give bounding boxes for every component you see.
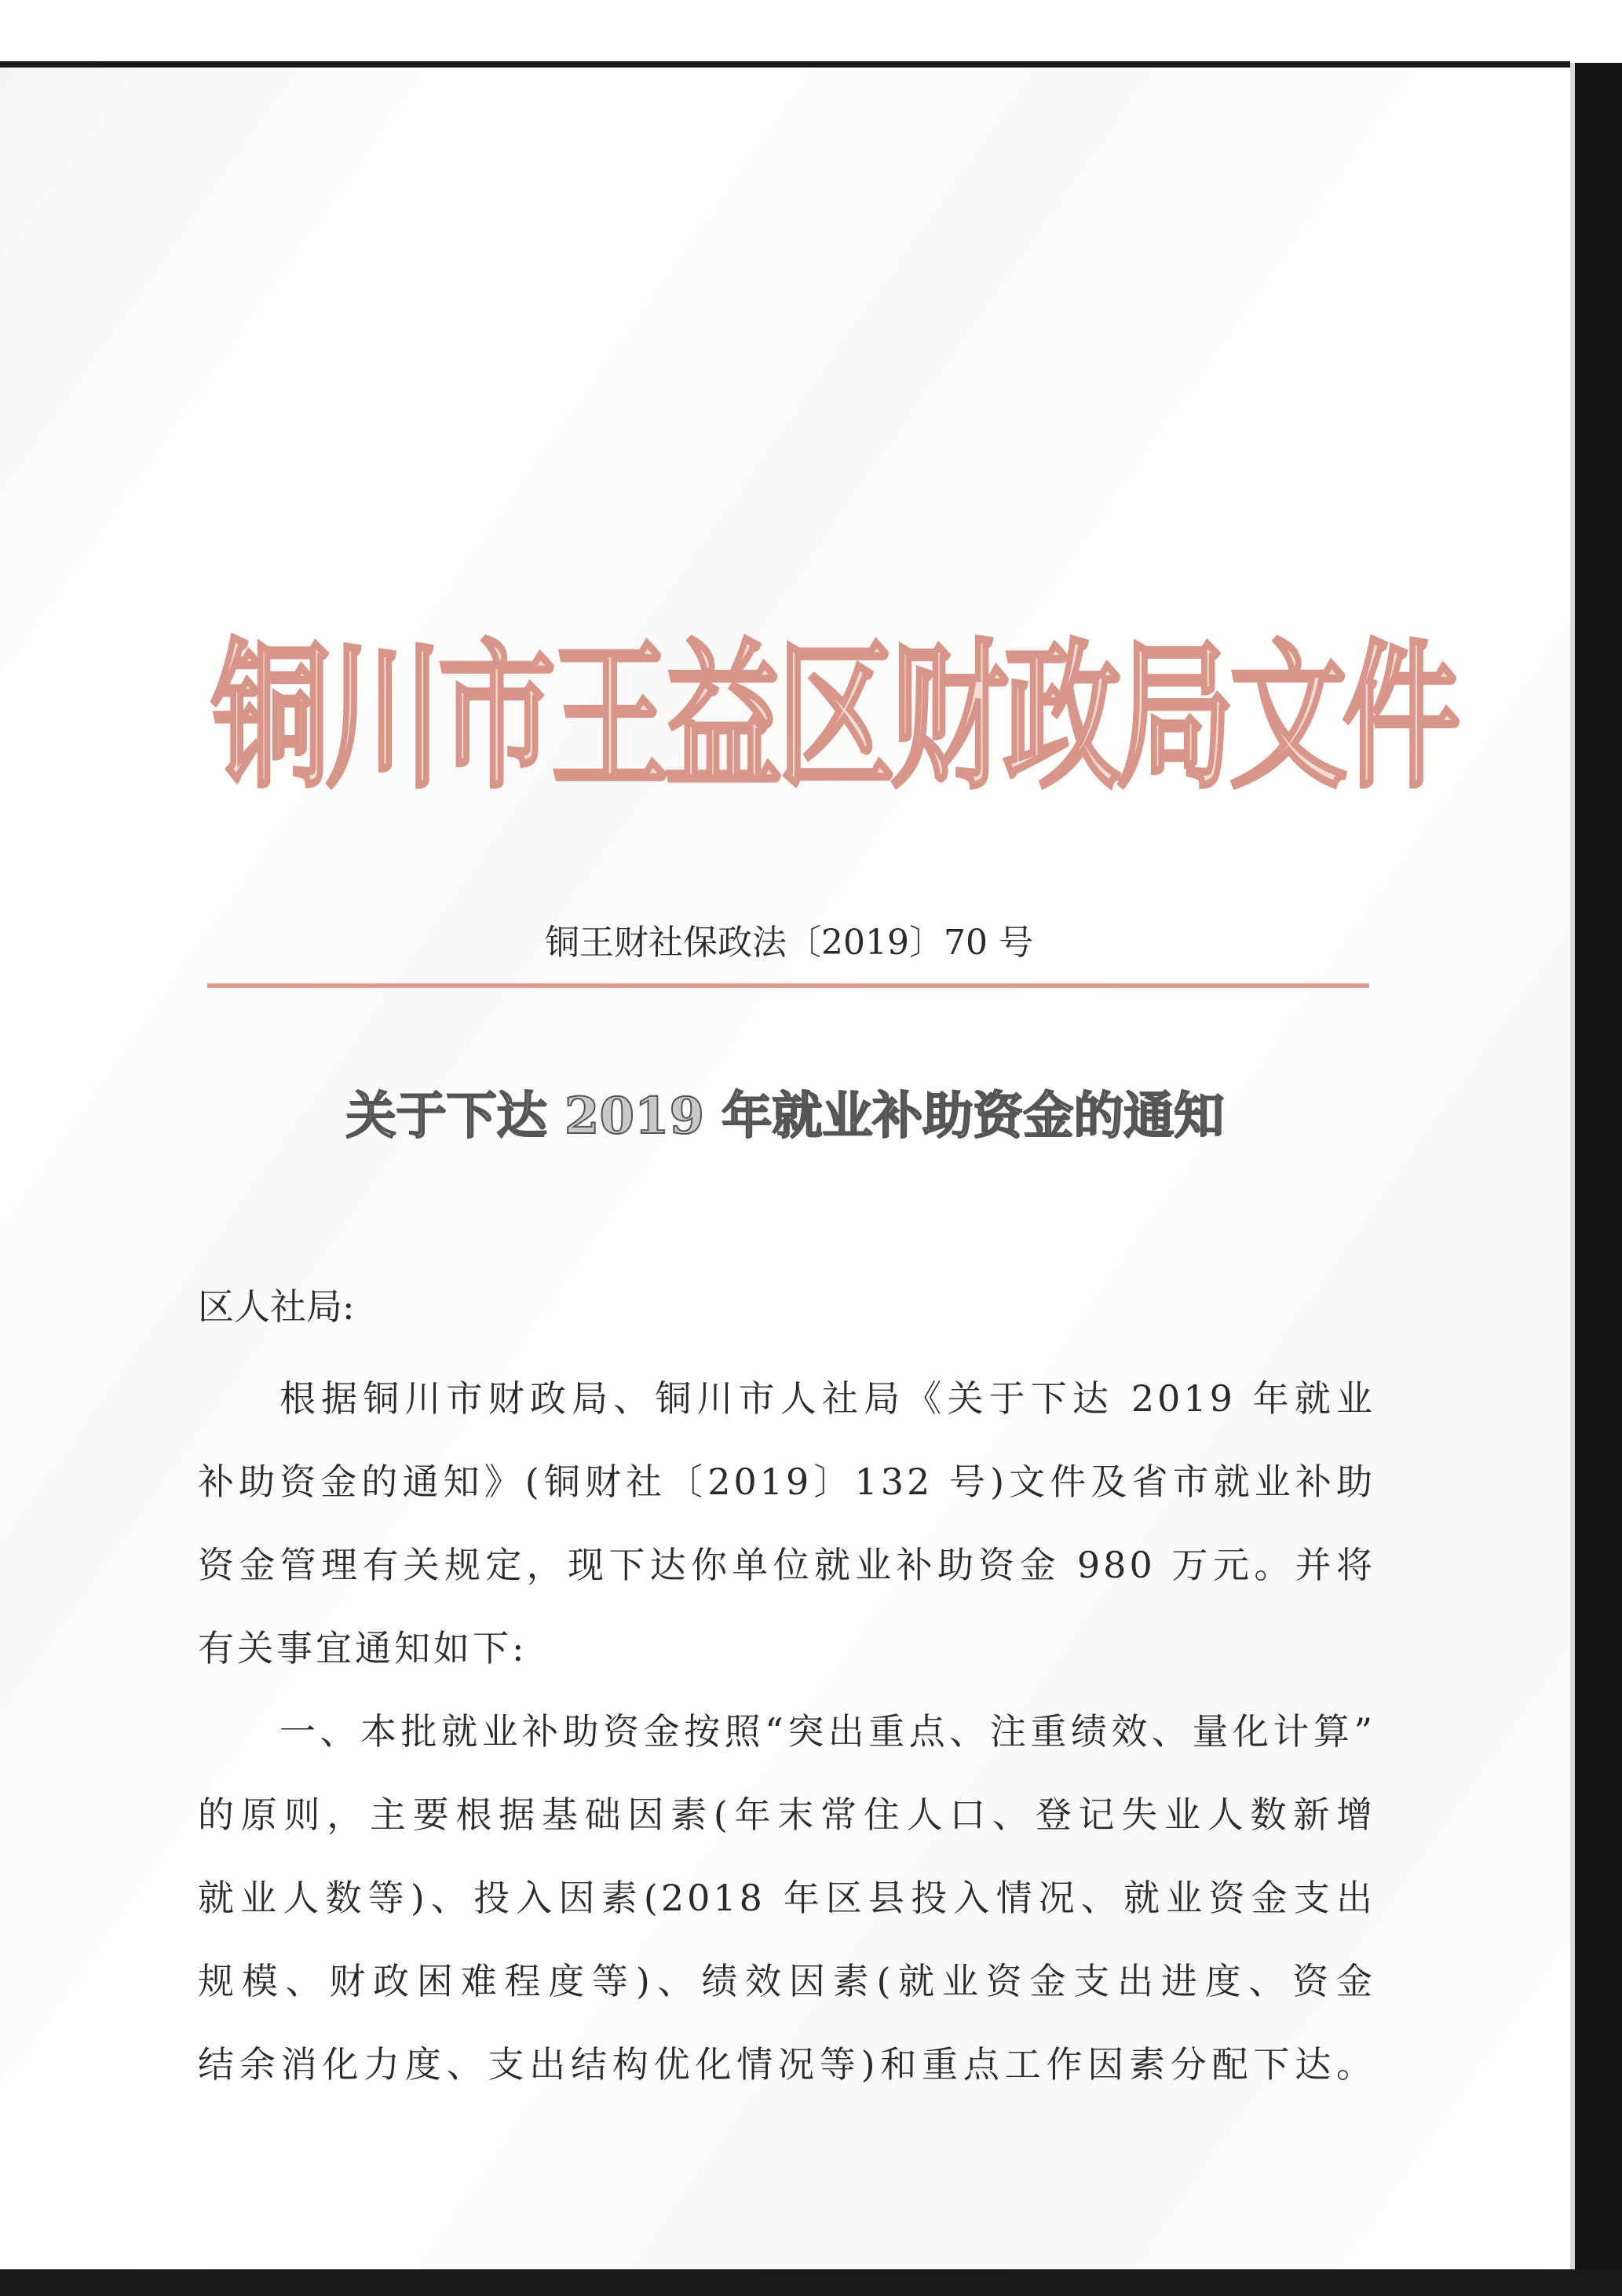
body-line: 就业人数等)、投入因素(2018 年区县投入情况、就业资金支出	[198, 1877, 1375, 1919]
body-line: 规模、财政困难程度等)、绩效因素(就业资金支出进度、资金	[198, 1960, 1375, 2002]
body-line: 有关事宜通知如下:	[198, 1627, 528, 1669]
scan-border-right	[1575, 63, 1622, 2296]
body-line: 的原则，主要根据基础因素(年末常住人口、登记失业人数新增	[198, 1793, 1375, 1836]
scan-border-top	[0, 61, 1570, 68]
red-separator-line	[207, 983, 1369, 988]
salutation: 区人社局:	[198, 1285, 355, 1328]
body-line: 一、本批就业补助资金按照“突出重点、注重绩效、量化计算”	[279, 1710, 1375, 1753]
issuing-authority-header: 铜川市王益区财政局文件	[212, 626, 1456, 811]
body-line: 根据铜川市财政局、铜川市人社局《关于下达 2019 年就业	[279, 1377, 1375, 1420]
document-number: 铜王财社保政法〔2019〕70 号	[545, 923, 1033, 963]
body-line: 资金管理有关规定，现下达你单位就业补助资金 980 万元。并将	[198, 1544, 1375, 1586]
body-text	[198, 1357, 1375, 2106]
document-title: 关于下达 2019 年就业补助资金的通知	[345, 1087, 1225, 1146]
scan-border-bottom	[0, 2269, 1622, 2296]
scan-margin-top	[0, 0, 1622, 63]
body-line: 补助资金的通知》(铜财社〔2019〕132 号)文件及省市就业补助	[198, 1461, 1375, 1503]
body-line: 结余消化力度、支出结构优化情况等)和重点工作因素分配下达。	[198, 2043, 1375, 2086]
